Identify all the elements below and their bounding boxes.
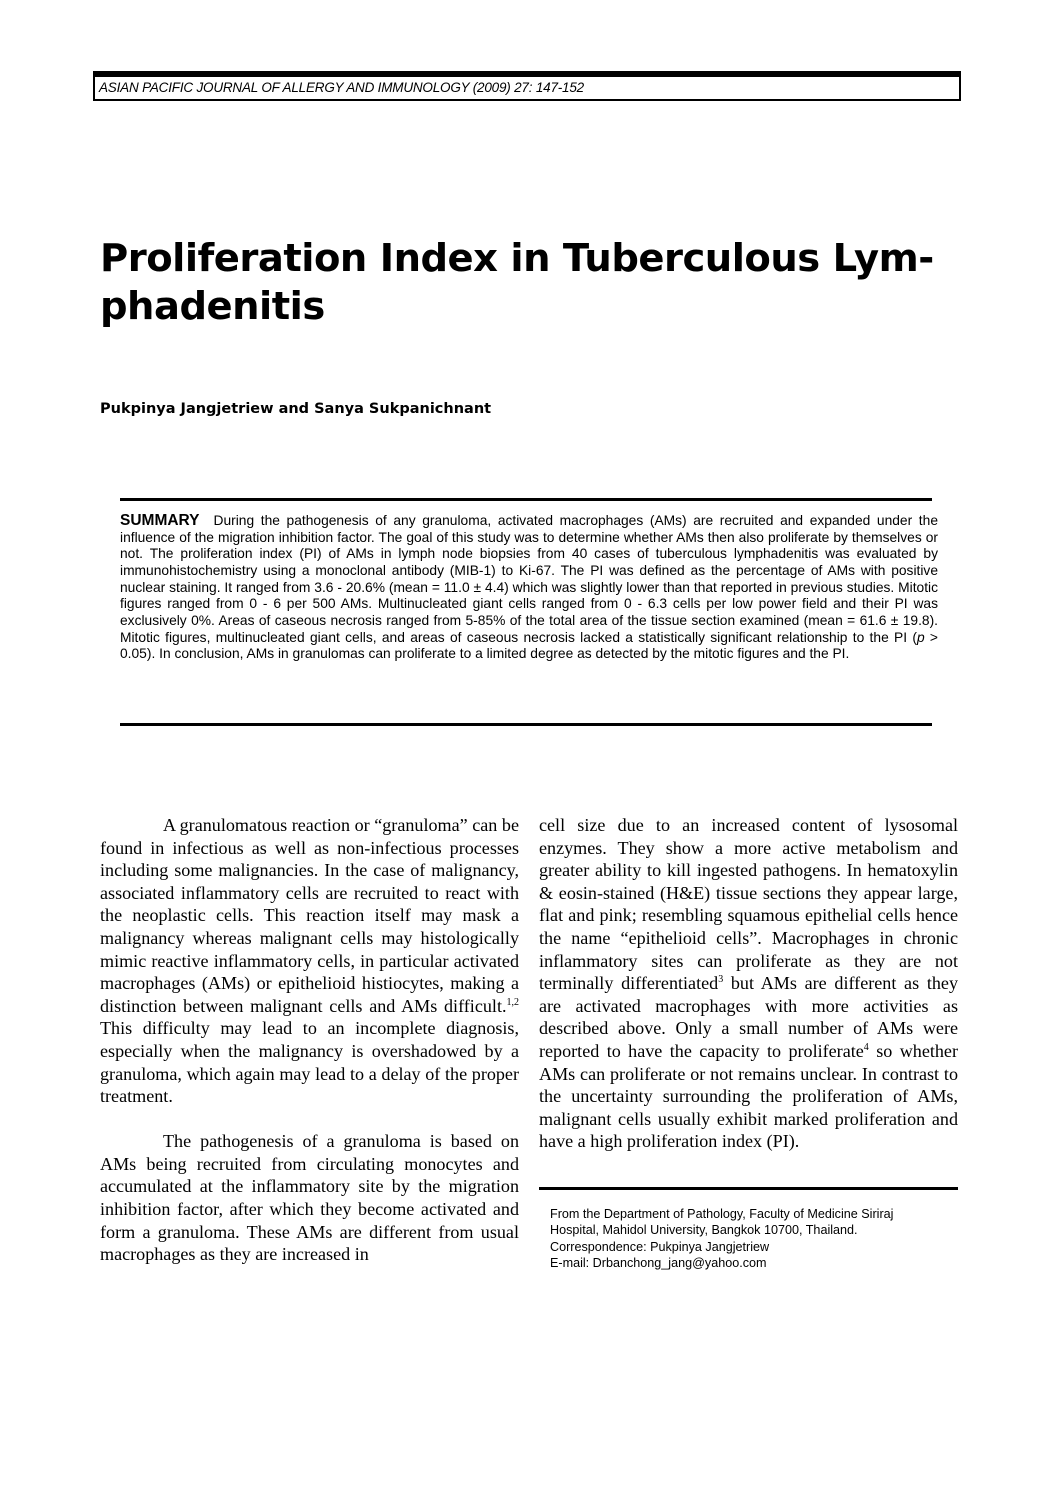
paragraph-2 <box>100 1130 519 1266</box>
paragraph-1-text: A granulomatous reaction or “granuloma” can be found in infectious as well as non-infectious processes including some malignancies. In the case of malignancy, associated inflammatory cells are recruited to react with the neoplastic cells. This reaction itself may mask a malignancy whereas malignant cells may histologically mimic reactive inflammatory cells, in particular activated macrophages (AMs) or epithelioid histiocytes, making a distinction between malignant cells and AMs difficult. <box>100 815 519 1016</box>
journal-citation: ASIAN PACIFIC JOURNAL OF ALLERGY AND IMMUNOLOGY (2009) 27: 147-152 <box>99 80 584 95</box>
paragraph-3 <box>539 814 958 1153</box>
footnote-email: E-mail: Drbanchong_jang@yahoo.com <box>550 1255 767 1270</box>
title-line-1: Proliferation Index in Tuberculous Lym- <box>100 236 934 281</box>
paragraph-3-text-end: so whether AMs can proliferate or not remains unclear. In contrast to the uncertainty surrounding the proliferation of AMs, malignant cells usually exhibit marked proliferation and have a high proliferation index (PI). <box>539 1040 958 1152</box>
paragraph-1-text-cont: This difficulty may lead to an incomplete diagnosis, especially when the malignancy is overshadowed by a granuloma, which again may lead to a delay of the proper treatment. <box>100 1018 519 1107</box>
summary-abstract <box>120 513 938 663</box>
article-title <box>100 235 960 331</box>
body-column-left <box>100 814 519 1266</box>
journal-header <box>93 71 961 101</box>
footnote-line-1: From the Department of Pathology, Faculty of Medicine Siriraj <box>550 1207 894 1221</box>
citation-1-2: 1,2 <box>506 996 519 1008</box>
summary-text: During the pathogenesis of any granuloma, activated macrophages (AMs) are recruited and expanded under the influence of the migration inhibition factor. The goal of this study was to determine whether AMs then also proliferate by themselves or not. The proliferation index (PI) of AMs in lymph node biopsies from 40 cases of tuberculous lymphadenitis was evaluated by immunohistochemistry using a monoclonal antibody (MIB-1) to Ki-67. The PI was defined as the percentage of AMs with positive nuclear staining. It ranged from 3.6 - 20.6% (mean = 11.0 ± 4.4) which was slightly lower than that reported in previous studies. Mitotic figures ranged from 0 - 6 per 500 AMs. Multinucleated giant cells ranged from 0 - 6.3 cells per low power field and their PI was exclusively 0%. Areas of caseous necrosis ranged from 5-85% of the total area of the tissue section examined (mean = 61.6 ± 19.8). Mitotic figures, multinucleated giant cells, and areas of caseous necrosis lacked a statistically significant relationship to the PI ( <box>120 513 938 645</box>
paragraph-1 <box>100 814 519 1108</box>
citation-3: 3 <box>718 974 724 986</box>
paragraph-2-text: The pathogenesis of a granuloma is based on AMs being recruited from circulating monocytes and accumulated at the inflammatory site by the migration inhibition factor, after which they become activated and form a granuloma. These AMs are different from usual macrophages as they are increased in <box>100 1131 519 1265</box>
summary-label: SUMMARY <box>120 512 200 529</box>
affiliation-footnote <box>550 1206 950 1271</box>
paragraph-3-text-cont: but AMs are different as they are activated macrophages with more activities as described above. Only a small number of AMs were reported to have the capacity to proliferate <box>539 973 958 1061</box>
footnote-line-2: Hospital, Mahidol University, Bangkok 10700, Thailand. <box>550 1223 858 1238</box>
body-column-right <box>539 814 958 1153</box>
title-line-2: phadenitis <box>100 284 325 329</box>
p-value-symbol: p <box>916 629 925 645</box>
summary-top-rule <box>120 498 932 501</box>
footnote-line-3: Correspondence: Pukpinya Jangjetriew <box>550 1239 770 1254</box>
authors: Pukpinya Jangjetriew and Sanya Sukpanichnant <box>100 401 492 417</box>
summary-text-end: > 0.05). In conclusion, AMs in granulomas can proliferate to a limited degree as detected by the mitotic figures and the PI. <box>120 629 938 662</box>
citation-4: 4 <box>863 1041 869 1053</box>
footnote-rule <box>539 1187 958 1190</box>
paragraph-3-text: cell size due to an increased content of lysosomal enzymes. They show a more active metabolism and greater ability to kill ingested pathogens. In hematoxylin & eosin-stained (H&E) tissue sections they appear large, flat and pink; resembling squamous epithelial cells hence the name “epithelioid cells”. Macrophages in chronic inflammatory sites can proliferate as they are not terminally differentiated <box>539 815 958 994</box>
summary-bottom-rule <box>120 723 932 726</box>
